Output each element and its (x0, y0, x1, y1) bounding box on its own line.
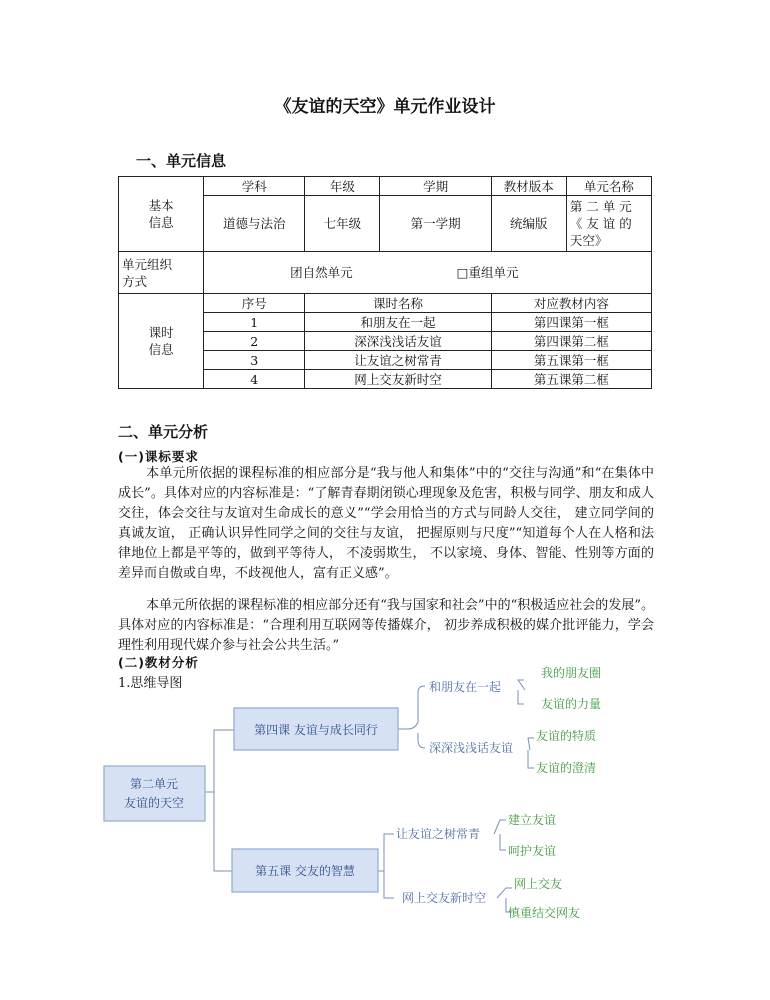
value-grade: 七年级 (305, 196, 380, 252)
header-subject: 学科 (204, 177, 305, 196)
leaf-node-6: 呵护友谊 (508, 844, 557, 858)
root-node-box (104, 766, 205, 821)
leaf-node-3: 友谊的特质 (536, 729, 597, 743)
value-unit-name: 第 二 单 元 《 友 谊 的 天空》 (566, 196, 651, 252)
connector-lesson4-sub2 (418, 733, 425, 748)
connector-lesson5-sub3 (378, 834, 394, 871)
leaf-node-2: 友谊的力量 (541, 697, 602, 711)
table-row: 1 和朋友在一起 第四课第一框 (119, 313, 652, 332)
connector-lesson4-sub1 (398, 686, 425, 729)
header-unit-name: 单元名称 (566, 177, 651, 196)
lesson-info-label: 课时 信息 (119, 294, 204, 389)
table-row: 2 深深浅浅话友谊 第四课第二框 (119, 332, 652, 351)
org-option-regroup: □重组单元 (456, 265, 519, 280)
paragraph-curriculum-1: 本单元所依据的课程标准的相应部分是“我与他人和集体”中的“交往与沟通”和“在集体中成长”。具体对应的内容标准是：“了解青春期闭锁心理现象及危害，积极与同学、朋友和成人交往，体会交往与友谊对生命成长的意义”“学会用恰当的方式与同龄人交往， 建立同学间的真诚友谊， 正确认识异性同学之间的交往与友谊， 把握原则与尺度”“知道每个人在人格和法律地位上都是平等的，做到平等待人， 不凌弱欺生， 不以家境、身体、智能、性别等方面的差异而自傲或自卑，不歧视他人，富有正义感”。 (118, 466, 654, 581)
subheading-curriculum: (一)课标要求 (118, 449, 199, 464)
connector-sub1-leaf1 (518, 680, 525, 690)
connector-sub2-leaf4 (528, 750, 534, 768)
sub-node-2: 深深浅浅话友谊 (429, 741, 514, 755)
connector-lesson5-sub4 (384, 871, 394, 898)
section-heading-unit-info: 一、单元信息 (136, 152, 227, 170)
subheading-textbook-analysis: (二)教材分析 (118, 655, 199, 670)
lesson4-node: 第四课 友谊与成长同行 (254, 723, 378, 737)
connector-root-lesson4 (205, 730, 234, 792)
leaf-node-7: 网上交友 (514, 877, 563, 891)
root-node-line-1: 第二单元 (129, 777, 179, 791)
connector-sub3-leaf5 (494, 820, 506, 834)
document-title: 《友谊的天空》单元作业设计 (274, 97, 496, 117)
connector-sub4-leaf7 (497, 888, 512, 898)
paragraph-curriculum-2: 本单元所依据的课程标准的相应部分还有“我与国家和社会”中的“积极适应社会的发展”。具体对应的内容标准是：“合理利用互联网等传播媒介， 初步养成积极的媒介批评能力，学会理性利用现代媒介参与社会公共生活。” (118, 598, 654, 653)
org-label: 单元组织 方式 (119, 252, 204, 294)
header-term: 学期 (380, 177, 491, 196)
leaf-node-1: 我的朋友圈 (541, 666, 602, 680)
lesson5-node: 第五课 交友的智慧 (255, 864, 355, 878)
section-heading-unit-analysis: 二、单元分析 (118, 423, 209, 441)
value-edition: 统编版 (491, 196, 566, 252)
leaf-node-4: 友谊的澄清 (536, 761, 597, 775)
header-grade: 年级 (305, 177, 380, 196)
lesson-header-no: 序号 (204, 294, 305, 313)
root-node-line-2: 友谊的天空 (123, 796, 185, 810)
leaf-node-8: 慎重结交网友 (508, 906, 581, 920)
lesson-header-content: 对应教材内容 (491, 294, 651, 313)
header-edition: 教材版本 (491, 177, 566, 196)
table-row: 4 网上交友新时空 第五课第二框 (119, 370, 652, 389)
basic-info-label: 基本 信息 (119, 177, 204, 252)
connector-sub1-leaf2 (518, 690, 524, 704)
org-option-natural: 团自然单元 (290, 265, 353, 280)
connector-sub3-leaf6 (500, 834, 506, 850)
sub-node-4: 网上交友新时空 (402, 891, 487, 905)
value-subject: 道德与法治 (204, 196, 305, 252)
sub-node-3: 让友谊之树常青 (396, 827, 481, 841)
leaf-node-5: 建立友谊 (508, 813, 557, 827)
sub-node-1: 和朋友在一起 (429, 680, 502, 694)
value-term: 第一学期 (380, 196, 491, 252)
subheading-mindmap: 1.思维导图 (118, 676, 183, 691)
table-row: 3 让友谊之树常青 第五课第一框 (119, 351, 652, 370)
lesson-header-name: 课时名称 (305, 294, 491, 313)
connector-sub2-leaf3 (528, 738, 534, 750)
connector-root-lesson5 (214, 792, 232, 871)
